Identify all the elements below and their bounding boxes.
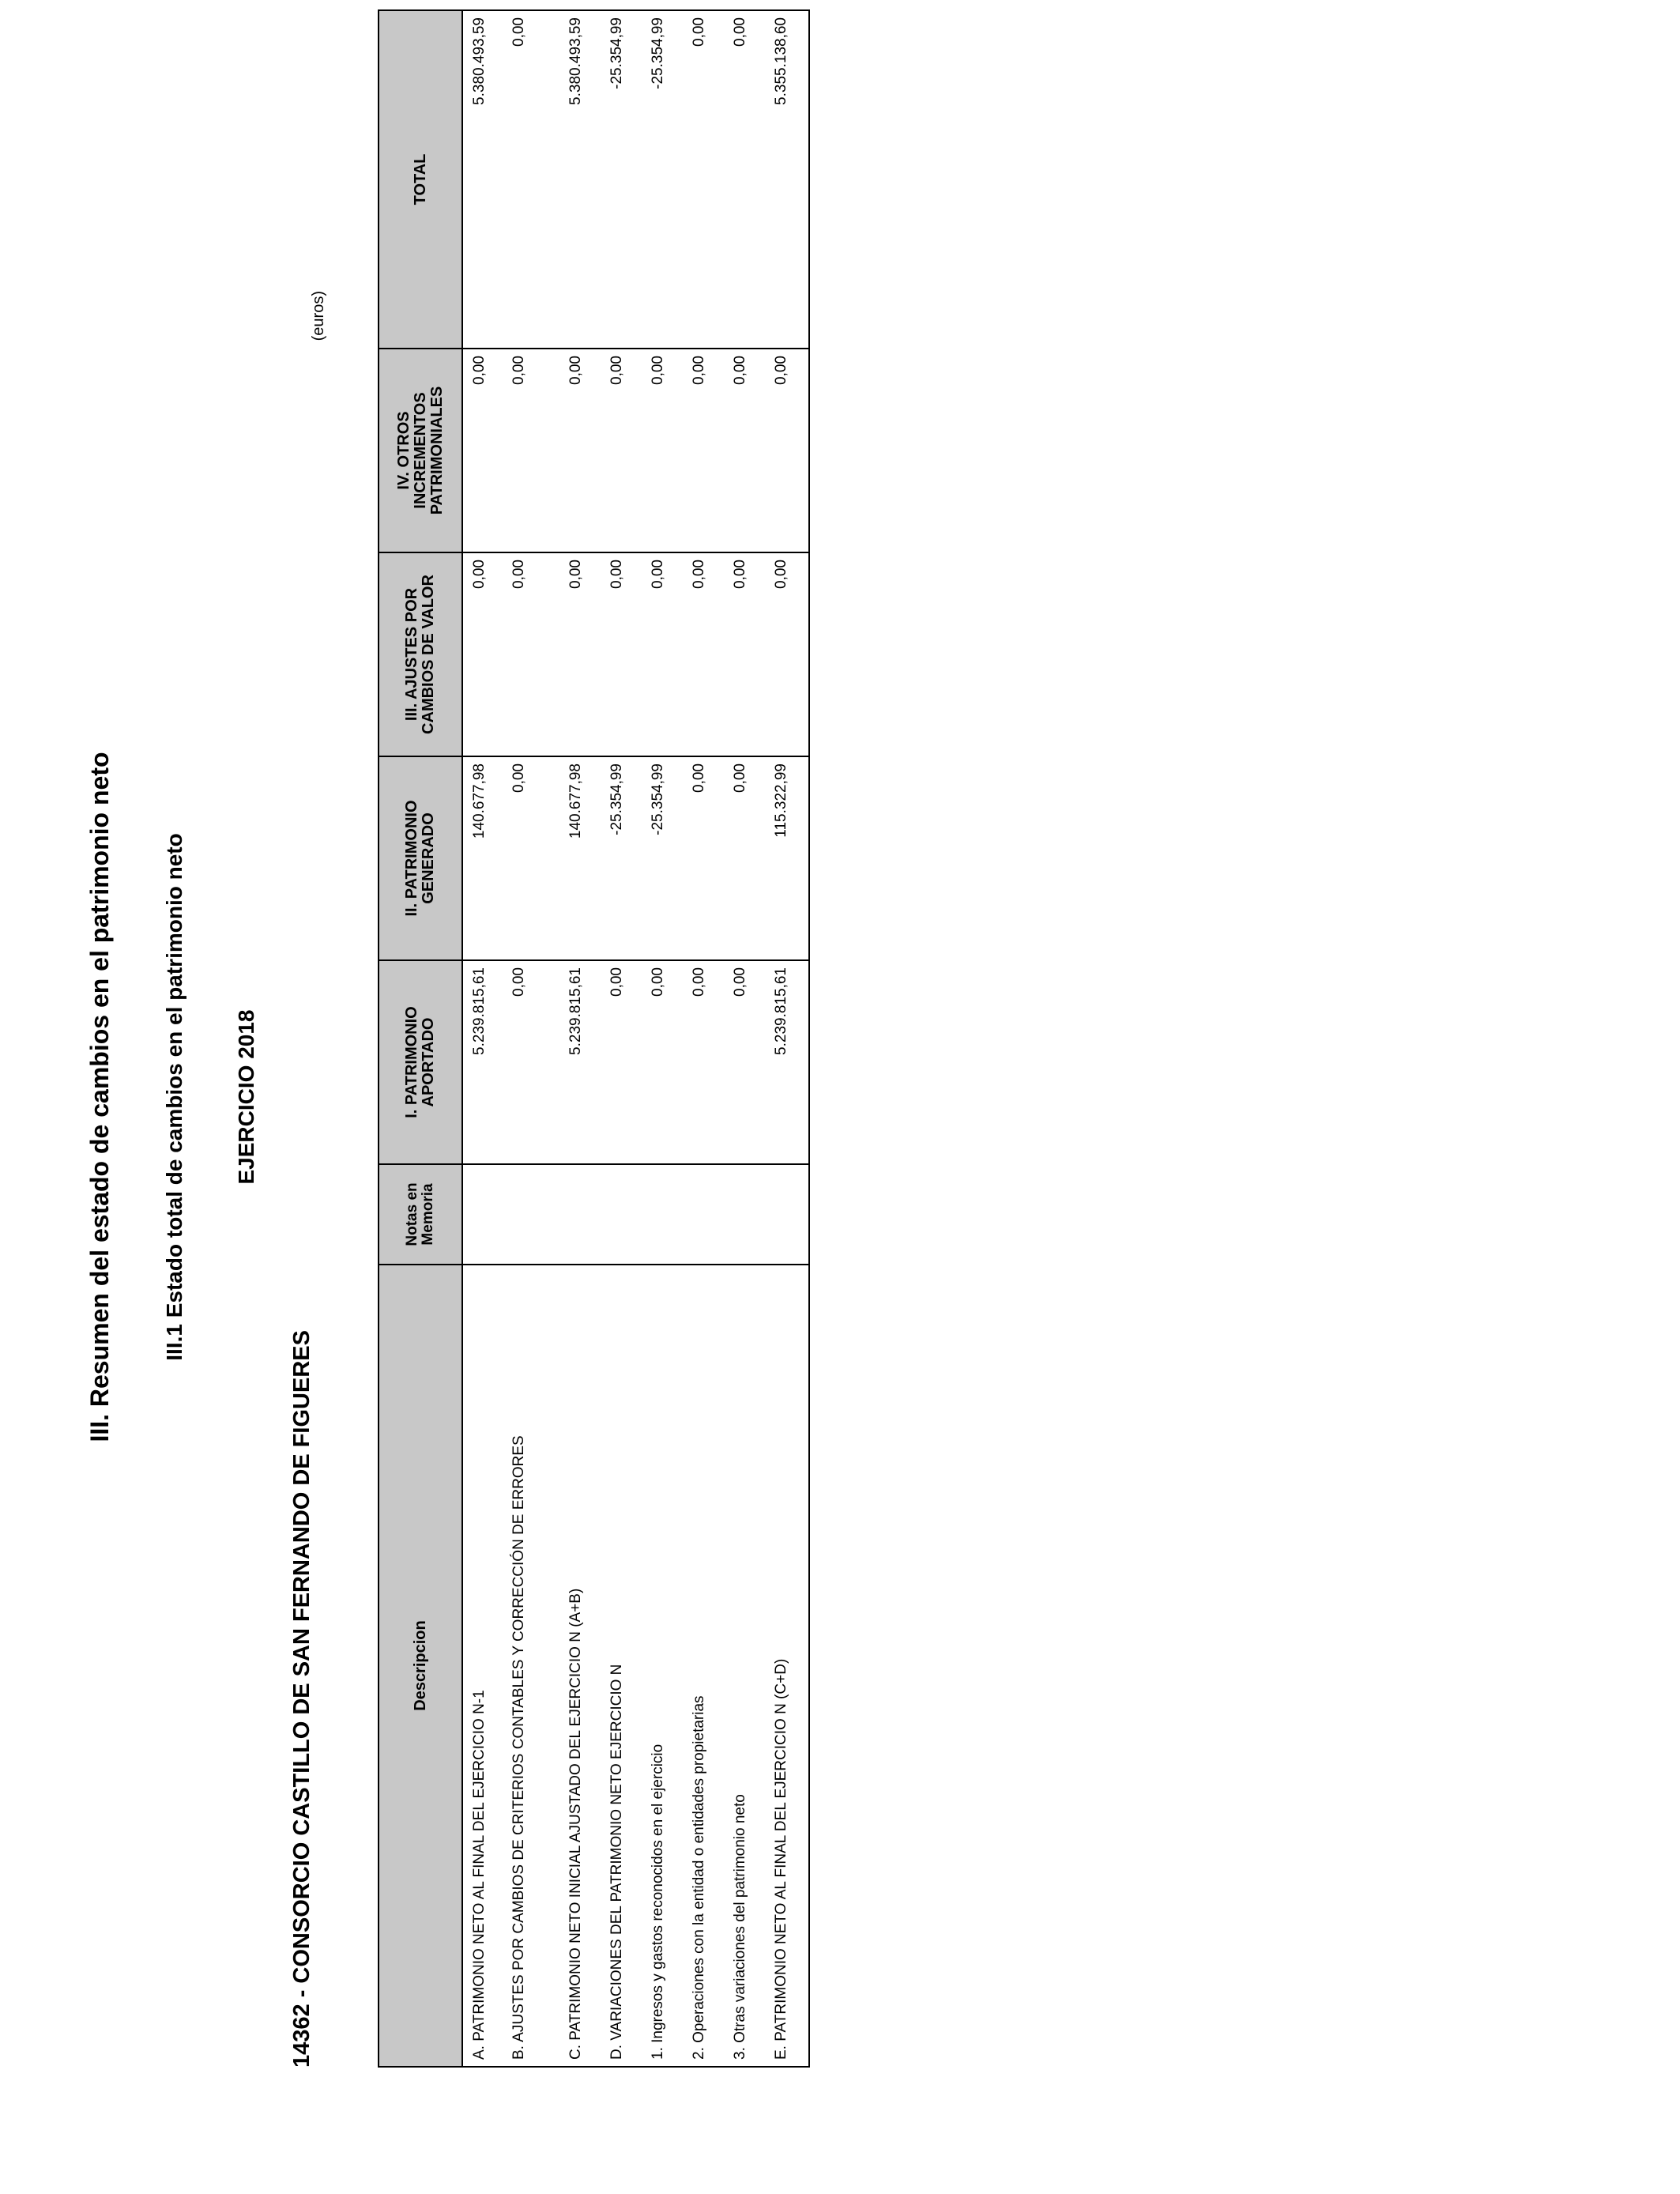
header-notas: Notas en Memoria <box>379 1164 462 1265</box>
row-otros: 0,00 <box>505 349 562 552</box>
row-description: E. PATRIMONIO NETO AL FINAL DEL EJERCICIO N (C+D) <box>767 1265 809 2067</box>
row-aportado: 0,00 <box>726 960 767 1164</box>
row-description: 1. Ingresos y gastos reconocidos en el ejercicio <box>644 1265 685 2067</box>
row-description: C. PATRIMONIO NETO INICIAL AJUSTADO DEL EJERCICIO N (A+B) <box>562 1265 603 2067</box>
table-header-row <box>379 10 462 2067</box>
row-otros: 0,00 <box>685 349 726 552</box>
row-ajustes: 0,00 <box>767 552 809 756</box>
row-ajustes: 0,00 <box>726 552 767 756</box>
row-generado: -25.354,99 <box>603 756 644 960</box>
row-otros: 0,00 <box>726 349 767 552</box>
equity-changes-table <box>378 9 810 2068</box>
table-row <box>462 10 505 2067</box>
row-generado: 0,00 <box>726 756 767 960</box>
row-ajustes: 0,00 <box>462 552 505 756</box>
table-row <box>505 10 562 2067</box>
table-row <box>767 10 809 2067</box>
row-aportado: 5.239.815,61 <box>767 960 809 1164</box>
row-total: 0,00 <box>505 10 562 349</box>
row-generado: 140.677,98 <box>462 756 505 960</box>
row-notas <box>644 1164 685 1265</box>
row-aportado: 0,00 <box>685 960 726 1164</box>
row-total: 5.380.493,59 <box>562 10 603 349</box>
table-row <box>726 10 767 2067</box>
row-ajustes: 0,00 <box>685 552 726 756</box>
row-total: 5.355.138,60 <box>767 10 809 349</box>
row-otros: 0,00 <box>603 349 644 552</box>
header-patrimonio-aportado: I. PATRIMONIO APORTADO <box>379 960 462 1164</box>
row-notas <box>726 1164 767 1265</box>
report-subtitle: III.1 Estado total de cambios en el patrimonio neto <box>162 833 186 1361</box>
header-patrimonio-generado: II. PATRIMONIO GENERADO <box>379 756 462 960</box>
row-total: -25.354,99 <box>644 10 685 349</box>
row-description: 3. Otras variaciones del patrimonio neto <box>726 1265 767 2067</box>
row-generado: 140.677,98 <box>562 756 603 960</box>
table-row <box>685 10 726 2067</box>
row-notas <box>462 1164 505 1265</box>
currency-units: (euros) <box>310 291 327 341</box>
row-aportado: 0,00 <box>603 960 644 1164</box>
row-notas <box>505 1164 562 1265</box>
row-description: D. VARIACIONES DEL PATRIMONIO NETO EJERCICIO N <box>603 1265 644 2067</box>
report-title: III. Resumen del estado de cambios en el patrimonio neto <box>85 752 114 1442</box>
row-otros: 0,00 <box>644 349 685 552</box>
row-otros: 0,00 <box>767 349 809 552</box>
table-row <box>562 10 603 2067</box>
table-row <box>644 10 685 2067</box>
row-total: 0,00 <box>726 10 767 349</box>
header-ajustes: III. AJUSTES POR CAMBIOS DE VALOR <box>379 552 462 756</box>
row-ajustes: 0,00 <box>644 552 685 756</box>
row-otros: 0,00 <box>462 349 505 552</box>
row-description: B. AJUSTES POR CAMBIOS DE CRITERIOS CONTABLES Y CORRECCIÓN DE ERRORES <box>505 1265 562 2067</box>
row-ajustes: 0,00 <box>505 552 562 756</box>
row-description: 2. Operaciones con la entidad o entidades propietarias <box>685 1265 726 2067</box>
header-descripcion: Descripcion <box>379 1265 462 2067</box>
row-notas <box>603 1164 644 1265</box>
row-total: -25.354,99 <box>603 10 644 349</box>
table-row <box>603 10 644 2067</box>
row-notas <box>562 1164 603 1265</box>
fiscal-year: EJERCICIO 2018 <box>234 1009 258 1185</box>
row-aportado: 0,00 <box>505 960 562 1164</box>
row-description: A. PATRIMONIO NETO AL FINAL DEL EJERCICIO N-1 <box>462 1265 505 2067</box>
row-aportado: 5.239.815,61 <box>562 960 603 1164</box>
row-generado: 0,00 <box>505 756 562 960</box>
row-aportado: 0,00 <box>644 960 685 1164</box>
row-generado: -25.354,99 <box>644 756 685 960</box>
row-total: 0,00 <box>685 10 726 349</box>
row-notas <box>685 1164 726 1265</box>
header-otros-incrementos: IV. OTROS INCREMENTOS PATRIMONIALES <box>379 349 462 552</box>
row-generado: 0,00 <box>685 756 726 960</box>
entity-name: 14362 - CONSORCIO CASTILLO DE SAN FERNANDO DE FIGUERES <box>289 1330 315 2068</box>
row-ajustes: 0,00 <box>562 552 603 756</box>
row-otros: 0,00 <box>562 349 603 552</box>
row-aportado: 5.239.815,61 <box>462 960 505 1164</box>
row-ajustes: 0,00 <box>603 552 644 756</box>
header-total: TOTAL <box>379 10 462 349</box>
row-generado: 115.322,99 <box>767 756 809 960</box>
row-total: 5.380.493,59 <box>462 10 505 349</box>
row-notas <box>767 1164 809 1265</box>
